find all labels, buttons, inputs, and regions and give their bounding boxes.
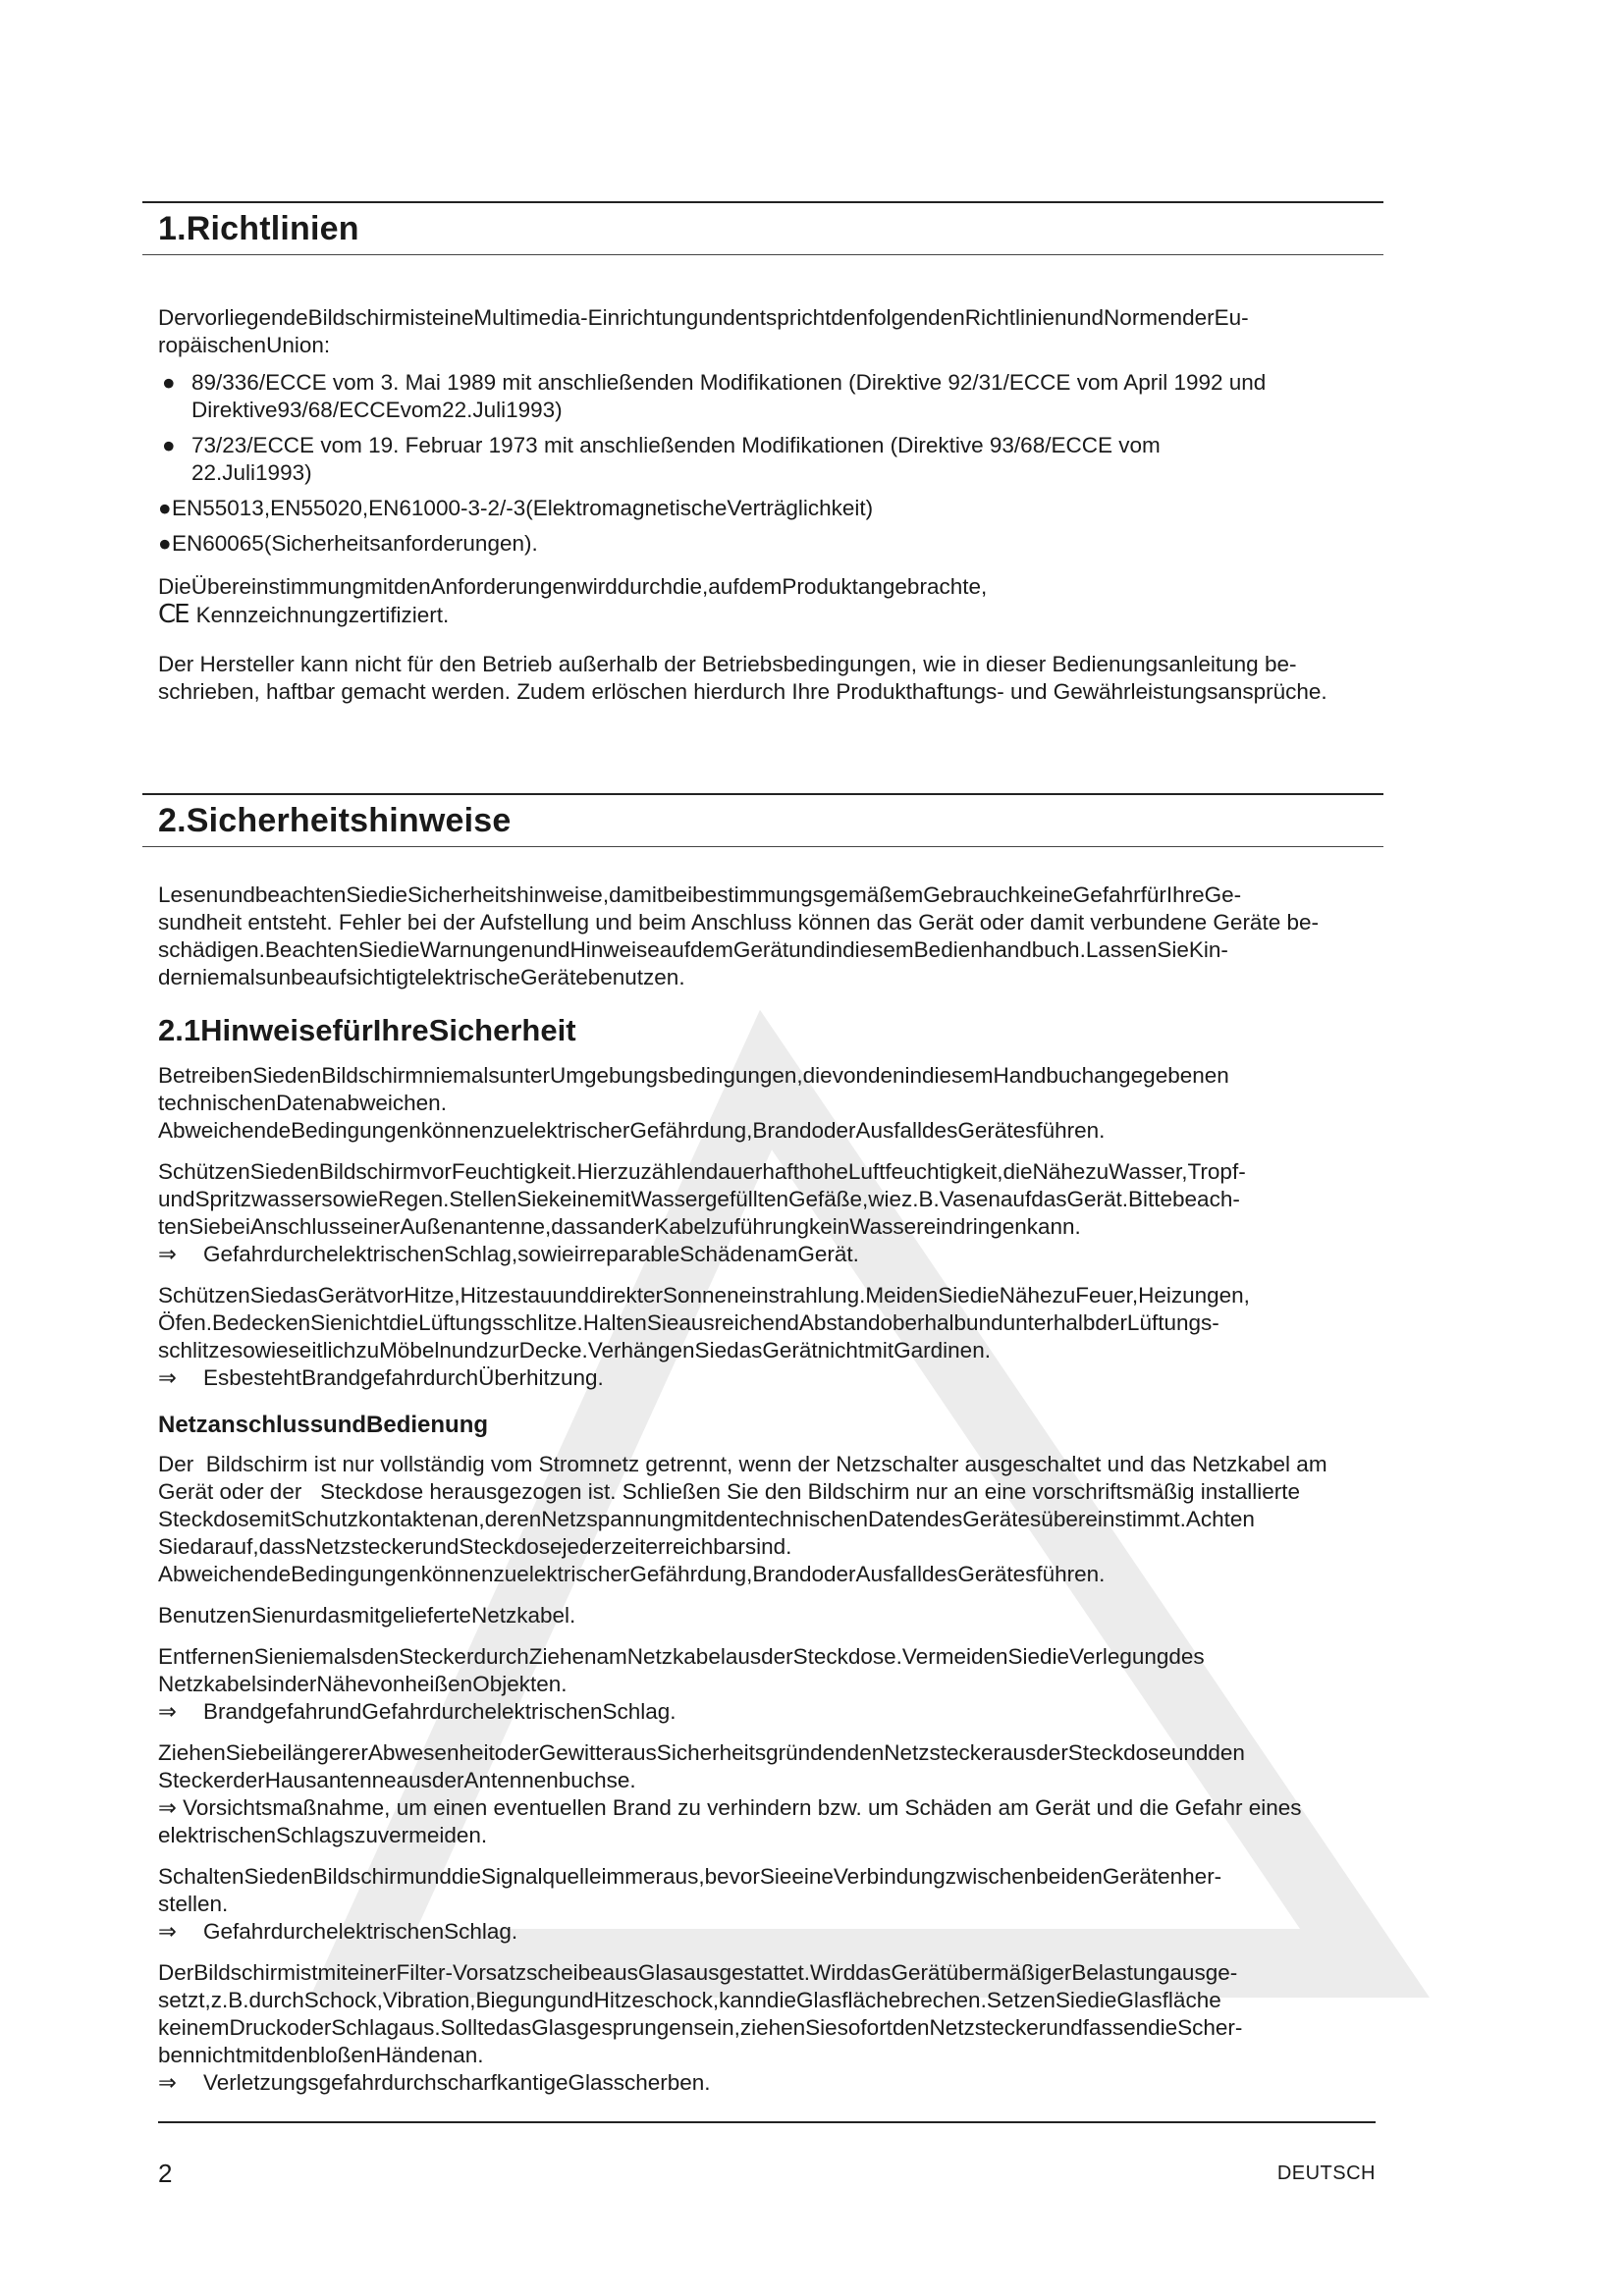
standard-bullet: ● EN55013,EN55020,EN61000-3-2/-3(ElektromagnetischeVerträglichkeit) [158,496,874,520]
arrow-icon: ⇒ [158,2070,177,2095]
moisture-paragraph: SchützenSiedenBildschirmvorFeuchtigkeit.HierzuzählendauerhafthoheLuftfeuchtigkeit,dieNähezuWasser,Tropf- undSpritzwassersowieRegen.StellenSiekeinemitWassergefülltenGefäße,wiez.B.VasenaufdasGerät.Bittebeach- tenSiebeiAnschlusseinerAußenantenne,dassanderKabelzuführungkeinWassereindringenkann. [158,1159,1246,1239]
arrow-icon: ⇒ [158,1919,177,1944]
consequence-note: ⇒ EsbestehtBrandgefahrdurchÜberhitzung. [158,1365,604,1390]
standard-bullet: ● EN60065(Sicherheitsanforderungen). [158,531,538,556]
power-paragraph: Der Bildschirm ist nur vollständig vom Stromnetz getrennt, wenn der Netzschalter ausgeschaltet und das Netzkabel am Gerät oder der Steckdose herausgezogen ist. Schließen Sie den Bildschirm nur an eine vorschriftsmäßig installierte SteckdosemitSchutzkontaktenan,derenNetzspannungmitdentechnischenDatendesGerätesübereinstimmt.Achten Siedarauf,dassNetzsteckerundSteckdosejederzeiterreichbarsind. AbweichendeBedingungenkönnenzuelektrischerGefährdung,BrandoderAusfalldesGerätesführen. [158,1452,1327,1586]
section-2-title: 2.Sicherheitshinweise [158,801,512,839]
consequence-note: ⇒ BrandgefahrundGefahrdurchelektrischenSchlag. [158,1699,677,1724]
section-2-body [158,881,1376,2097]
page-number: 2 [158,2159,173,2188]
liability-paragraph: Der Hersteller kann nicht für den Betrieb außerhalb der Betriebsbedingungen, wie in dieser Bedienungsanleitung be- schrieben, haftbar gemacht werden. Zudem erlöschen hierdurch Ihre Produkthaftungs- und Gewährleistungsansprüche. [158,652,1327,704]
section-2-heading-bar [142,793,1383,847]
directive-bullet: ● 89/336/ECCE vom 3. Mai 1989 mit anschließenden Modifikationen (Direktive 92/31/ECCE vom April 1992 und Direktive93/68/ECCEvom22.Juli1993) [162,370,1267,422]
heat-paragraph: SchützenSiedasGerätvorHitze,HitzestauunddirekterSonneneinstrahlung.MeidenSiedieNähezuFeuer,Heizungen, Öfen.BedeckenSienichtdieLüftungsschlitze.HaltenSieausreichendAbstandoberhalbundunterhalbderLüftungs- schlitzesowieseitlichzuMöbelnundzurDecke.VerhängenSiedasGerätnichtmitGardinen. [158,1283,1250,1362]
safety-intro-paragraph: LesenundbeachtenSiedieSicherheitshinweise,damitbeibestimmungsgemäßemGebrauchkeineGefahrfürIhreGe- sundheit entsteht. Fehler bei der Aufstellung und beim Anschluss können das Gerät oder damit verbundene Geräte be- schädigen.BeachtenSiedieWarnungenundHinweiseaufdemGerätundindiesemBedienhandbuch.LassenSieKin- derniemalsunbeaufsichtigtelektrischeGerätebenutzen. [158,882,1319,989]
plug-paragraph: EntfernenSieniemalsdenSteckerdurchZiehenamNetzkabelausderSteckdose.VermeidenSiedieVerlegungdes NetzkabelsinderNähevonheißenObjekten. [158,1644,1205,1696]
environment-paragraph: BetreibenSiedenBildschirmniemalsunterUmgebungsbedingungen,dievondenindiesemHandbuchangegebenen technischenDatenabweichen. AbweichendeBedingungenkönnenzuelektrischerGefährdung,BrandoderAusfalldesGerätesführen. [158,1063,1229,1143]
directive-bullet: ● 73/23/ECCE vom 19. Februar 1973 mit anschließenden Modifikationen (Direktive 93/68/ECCE vom 22.Juli1993) [162,433,1161,485]
absence-paragraph: ZiehenSiebeilängererAbwesenheitoderGewitterausSicherheitsgründendenNetzsteckerausderSteckdoseundden SteckerderHausantenneausderAntennenbuchse. ⇒ Vorsichtsmaßnahme, um einen eventuellen Brand zu verhindern bzw. um Schäden am Gerät und die Gefahr eines elektrischenSchlagszuvermeiden. [158,1740,1302,1847]
ce-mark-icon: CE [158,600,189,629]
section-1-title: 1.Richtlinien [158,209,359,247]
consequence-note: ⇒ GefahrdurchelektrischenSchlag. [158,1919,518,1944]
conformity-paragraph: DieÜbereinstimmungmitdenAnforderungenwirddurchdie,aufdemProduktangebrachte, CE Kennzeichnungzertifiziert. [158,574,988,629]
arrow-icon: ⇒ [158,1242,177,1266]
language-label: DEUTSCH [1276,2163,1376,2184]
intro-paragraph: DervorliegendeBildschirmisteineMultimedia-EinrichtungundentsprichtdenfolgendenRichtlinienundNormenderEu- ropäischenUnion: [158,305,1249,357]
consequence-note: ⇒ VerletzungsgefahrdurchscharfkantigeGlasscherben. [158,2070,711,2095]
power-cable-paragraph: BenutzenSienurdasmitgelieferteNetzkabel. [158,1603,576,1628]
subsection-power-title: NetzanschlussundBedienung [158,1412,489,1438]
glass-paragraph: DerBildschirmistmiteinerFilter-VorsatzscheibeausGlasausgestattet.WirddasGerätübermäßigerBelastungausge- setzt,z.B.durchSchock,Vibration,BiegungundHitzeschock,kanndieGlasflächebrechen.SetzenSiedieGlasfläche keinemDruckoderSchlagaus.SolltedasGlasgesprungensein,ziehenSiesofortdenNetzsteckerundfassendieScher- bennichtmitdenbloßenHändenan. [158,1960,1243,2067]
subsection-2-1-title: 2.1HinweisefürIhreSicherheit [158,1013,576,1047]
consequence-note: ⇒ GefahrdurchelektrischenSchlag,sowieirreparableSchädenamGerät. [158,1242,859,1266]
section-1-body [158,304,1376,706]
footer-divider [158,2121,1376,2123]
section-1-heading-bar [142,201,1383,255]
connection-paragraph: SchaltenSiedenBildschirmunddieSignalquelleimmeraus,bevorSieeineVerbindungzwischenbeidenGerätenher- stellen. [158,1864,1222,1916]
arrow-icon: ⇒ [158,1699,177,1724]
arrow-icon: ⇒ [158,1365,177,1390]
